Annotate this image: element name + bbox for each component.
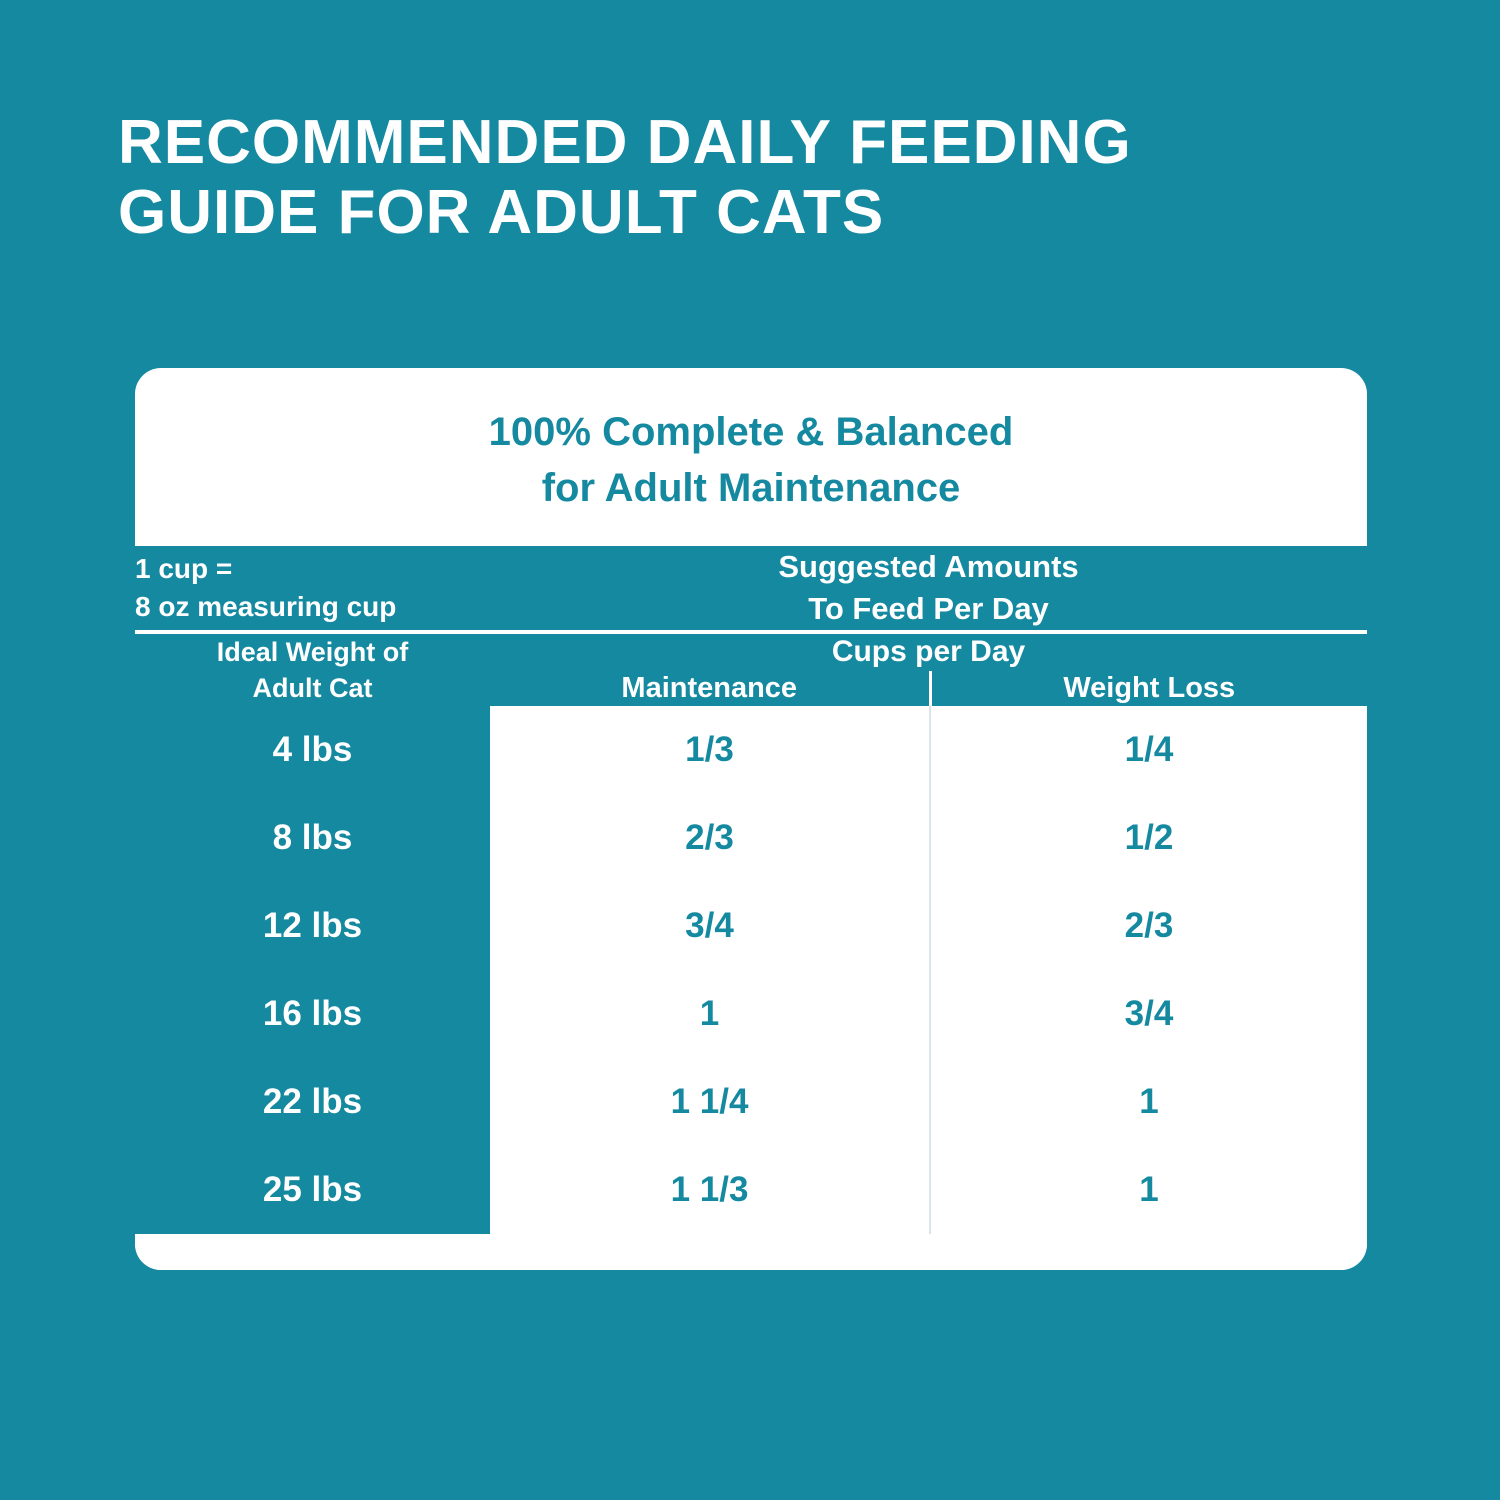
- row-weight-loss-value: 1: [930, 1058, 1367, 1146]
- row-maintenance-value: 1/3: [490, 706, 930, 794]
- row-weight-value: 4 lbs: [135, 706, 490, 794]
- cups-per-day-header: Cups per Day: [490, 634, 1367, 671]
- table-row: [135, 970, 1367, 1058]
- table-row: [135, 706, 1367, 794]
- card-subtitle-line-2: for Adult Maintenance: [541, 466, 961, 510]
- row-weight-value: 22 lbs: [135, 1058, 490, 1146]
- cup-measure-note-line-1: 1 cup =: [135, 553, 233, 584]
- ideal-weight-header: [135, 634, 490, 706]
- cup-measure-note-line-2: 8 oz measuring cup: [135, 591, 397, 622]
- ideal-weight-header-line-2: Adult Cat: [252, 673, 373, 703]
- cup-measure-note: [135, 546, 490, 630]
- row-weight-loss-value: 1/2: [930, 794, 1367, 882]
- card-footer-spacer: [135, 1234, 1367, 1270]
- table-row: [135, 882, 1367, 970]
- row-weight-value: 25 lbs: [135, 1146, 490, 1234]
- page-title-line-2: GUIDE FOR ADULT CATS: [118, 178, 885, 247]
- page-title-line-1: RECOMMENDED DAILY FEEDING: [118, 108, 1132, 177]
- row-weight-loss-value: 3/4: [930, 970, 1367, 1058]
- feeding-table: [135, 546, 1367, 1234]
- row-maintenance-value: 1: [490, 970, 930, 1058]
- maintenance-column-header: Maintenance: [490, 671, 930, 706]
- table-band-header: [135, 546, 1367, 630]
- table-column-headers-top: [135, 634, 1367, 671]
- row-weight-value: 16 lbs: [135, 970, 490, 1058]
- suggested-amounts-line-2: To Feed Per Day: [808, 591, 1049, 626]
- card-subtitle: [135, 368, 1367, 546]
- row-weight-loss-value: 2/3: [930, 882, 1367, 970]
- weight-loss-column-header: Weight Loss: [930, 671, 1367, 706]
- table-row: [135, 1058, 1367, 1146]
- row-weight-loss-value: 1/4: [930, 706, 1367, 794]
- row-maintenance-value: 3/4: [490, 882, 930, 970]
- suggested-amounts-line-1: Suggested Amounts: [778, 549, 1079, 584]
- row-weight-value: 8 lbs: [135, 794, 490, 882]
- feeding-table-card: [135, 368, 1367, 1270]
- row-maintenance-value: 2/3: [490, 794, 930, 882]
- row-weight-value: 12 lbs: [135, 882, 490, 970]
- page-title: [118, 108, 1408, 248]
- row-weight-loss-value: 1: [930, 1146, 1367, 1234]
- suggested-amounts-header: [490, 546, 1367, 630]
- ideal-weight-header-line-1: Ideal Weight of: [216, 637, 409, 667]
- table-row: [135, 1146, 1367, 1234]
- table-row: [135, 794, 1367, 882]
- row-maintenance-value: 1 1/3: [490, 1146, 930, 1234]
- row-maintenance-value: 1 1/4: [490, 1058, 930, 1146]
- card-subtitle-line-1: 100% Complete & Balanced: [488, 410, 1014, 454]
